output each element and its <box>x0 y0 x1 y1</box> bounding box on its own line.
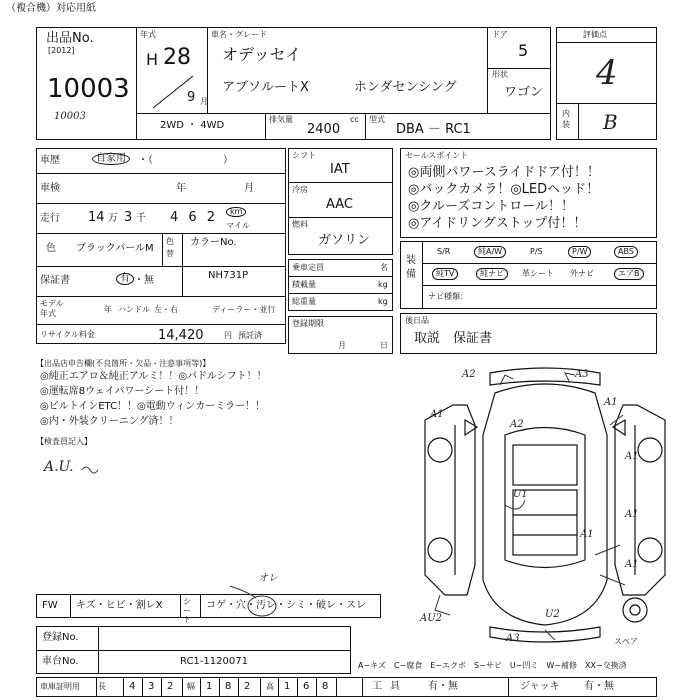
model-year-label: モデル年式 <box>40 299 64 318</box>
displacement-value: 2400 <box>307 122 341 137</box>
color-no-label: カラーNo. <box>190 237 237 248</box>
seat-codes: コゲ・穴・汚レ・シミ・破レ・スレ <box>206 600 366 611</box>
warranty-no: ・無 <box>134 275 154 286</box>
damage-label-front-right: A3 <box>575 369 589 380</box>
sales-point-4: ◎アイドリングストップ付！！ <box>408 216 587 231</box>
equip-ext-navi: 外ナビ <box>570 269 594 278</box>
month-unit: 月 <box>200 97 208 106</box>
damage-label-rear-gate: U2 <box>545 609 560 620</box>
shift-value: IAT <box>330 162 350 177</box>
damage-label-right-rear: A1 <box>625 559 639 570</box>
equip-alloy: 純A/W <box>474 246 506 258</box>
equip-leather: 革シート <box>522 269 554 278</box>
lot-number: 10003 <box>47 74 130 104</box>
history-suffix: ・（ ） <box>138 155 233 166</box>
length-digit-1: 4 <box>129 681 136 692</box>
fuel-label: 燃料 <box>292 220 308 229</box>
model-year-unit: 年 <box>104 305 112 314</box>
color-label: 色 <box>46 243 56 254</box>
equip-pw: P/W <box>568 246 591 258</box>
door-count: 5 <box>518 41 529 60</box>
tools-label: 工具 <box>372 681 408 692</box>
handle-value: 左・右 <box>154 305 178 314</box>
sales-point-2: ◎バックカメラ！◎LEDヘッド！ <box>408 182 600 197</box>
lot-label: 出品No. <box>46 31 94 46</box>
damage-label-rear-bumper: A3 <box>506 633 520 644</box>
car-damage-diagram <box>395 365 690 650</box>
year-value: 28 <box>163 45 191 70</box>
interior-score: B <box>603 110 618 134</box>
damage-label-hood: A2 <box>510 419 524 430</box>
door-label: ドア <box>492 30 508 39</box>
equip-sr: S/R <box>437 247 451 256</box>
seat-mark-circle <box>200 584 290 620</box>
inspection-label: 車検 <box>40 183 60 194</box>
length-label: 長 <box>98 682 106 691</box>
handle-label: ハンドル <box>118 305 150 314</box>
history-value: 自家用 <box>92 153 130 165</box>
sales-point-3: ◎クルーズコントロール！！ <box>408 199 575 214</box>
fuel-value: ガソリン <box>318 233 371 248</box>
inspection-year-unit: 年 <box>176 183 186 194</box>
reg-period-label: 登録期限 <box>292 319 324 328</box>
navi-type-label: ナビ種類： <box>428 292 468 301</box>
color-no-value: NH731P <box>208 270 249 281</box>
jack-label: ジャッキ <box>520 681 560 692</box>
reg-day-unit: 日 <box>380 341 388 350</box>
height-label: 高 <box>266 682 274 691</box>
recycle-unit: 円 <box>224 331 232 340</box>
notes-label: 【出品店申告欄(不良箇所・欠品・注意事項等)】 <box>36 359 211 368</box>
color-change-label: 色替 <box>166 237 174 258</box>
equip-ps: P/S <box>530 247 543 256</box>
inspection-month-unit: 月 <box>244 183 254 194</box>
mileage-unit-km: km <box>226 207 246 217</box>
note-3: ◎ビルトインETC！！◎電動ウィンカーミラー！！ <box>40 401 266 412</box>
damage-label-left-front: A1 <box>430 409 444 420</box>
mileage-unit-mile: マイル <box>226 221 250 230</box>
certificate-label: 車庫証明用 <box>40 682 80 691</box>
history-box <box>36 148 286 344</box>
damage-label-right-mirror: A1 <box>604 397 618 408</box>
model-label: 型式 <box>369 115 385 124</box>
equip-navi: 純ナビ <box>476 268 508 280</box>
mileage-10k: 14 <box>88 210 105 225</box>
damage-legend: A−キズ C−腐食 E−エクボ S−サビ U−凹ミ W−補修 XX−交換済 <box>358 661 627 670</box>
history-label: 車歴 <box>40 155 60 166</box>
equip-tv: 純TV <box>432 268 458 280</box>
registration-label: 登録No. <box>42 632 79 643</box>
seats-label: 乗車定員 <box>292 263 324 272</box>
ac-value: AAC <box>326 197 353 212</box>
sales-points-label: セールスポイント <box>405 151 469 160</box>
height-digit-3: 8 <box>322 681 329 692</box>
year-label: 年式 <box>140 30 156 39</box>
body-label: 形状 <box>492 70 508 79</box>
damage-label-front-left: A2 <box>462 369 476 380</box>
year-slash <box>145 72 205 110</box>
dealer-label: ディーラー・並行 <box>212 305 276 314</box>
width-digit-1: 1 <box>206 681 213 692</box>
inspector-squiggle <box>80 462 140 474</box>
mileage-unit-man: 万 <box>108 213 118 224</box>
load-label: 積載量 <box>292 280 316 289</box>
warranty-yes: 有 <box>116 273 134 285</box>
interior-label: 内装 <box>562 109 570 129</box>
damage-label-left-rear: AU2 <box>420 613 443 624</box>
weight-unit: kg <box>378 297 388 306</box>
inspector-label: 【検査員記入】 <box>36 437 92 446</box>
car-grade: アブソルートX <box>222 80 309 95</box>
lot-year-stamp: [2012] <box>48 46 75 55</box>
recycle-note: 預託済 <box>238 331 262 340</box>
note-2: ◎運転席8ウェイパワーシート付！！ <box>40 386 205 397</box>
chassis-label: 車台No. <box>42 656 79 667</box>
note-1: ◎純正エアロ＆純正アルミ！！◎パドルシフト！！ <box>40 371 267 382</box>
reg-month-unit: 月 <box>338 341 346 350</box>
equip-abs: ABS <box>614 246 638 258</box>
drive-type: 2WD ・ 4WD <box>160 120 225 131</box>
color-value: ブラックパールM <box>76 243 154 254</box>
mileage-unit-sen: 千 <box>136 213 146 224</box>
damage-label-roof: U1 <box>513 489 528 500</box>
damage-label-right-front-door: A1 <box>625 451 639 462</box>
rating-label: 評価点 <box>583 30 607 39</box>
damage-mark-note: オレ <box>258 573 278 584</box>
tools-value: 有・無 <box>428 681 458 692</box>
mileage-digits: 4 6 2 <box>170 210 219 225</box>
width-digit-3: 2 <box>244 681 251 692</box>
recycle-label: リサイクル料金 <box>40 330 95 339</box>
month-value: 9 <box>187 90 196 105</box>
seats-unit: 名 <box>380 263 388 272</box>
lot-hand-number: 10003 <box>54 111 86 122</box>
car-name: オデッセイ <box>222 45 302 64</box>
equipment-label: 装備 <box>406 255 416 280</box>
inspector-note: A.U. <box>44 459 74 475</box>
height-digit-2: 6 <box>303 681 310 692</box>
mileage-1k: 3 <box>124 210 133 225</box>
sales-point-1: ◎両側パワースライドドア付！！ <box>408 165 600 180</box>
weight-label: 総重量 <box>292 297 316 306</box>
seat-label: シート <box>183 597 191 624</box>
spare-label: スペア <box>614 637 638 646</box>
height-digit-1: 1 <box>284 681 291 692</box>
note-4: ◎内・外装クリーニング済！！ <box>40 416 179 427</box>
shift-label: シフト <box>292 151 316 160</box>
body-type: ワゴン <box>504 85 544 100</box>
jack-value: 有・無 <box>584 681 614 692</box>
fw-label: FW <box>42 600 58 611</box>
mileage-label: 走行 <box>40 213 60 224</box>
name-label: 車名・グレード <box>211 30 267 39</box>
damage-label-right-rear-door: A1 <box>625 509 639 520</box>
displacement-unit: cc <box>350 115 359 124</box>
car-grade-option: ホンダセンシング <box>354 80 457 95</box>
equip-airbag: エアB <box>614 268 644 280</box>
length-digit-3: 2 <box>167 681 174 692</box>
year-era: H <box>146 50 159 69</box>
load-unit: kg <box>378 280 388 289</box>
chassis-value: RC1-1120071 <box>180 656 248 667</box>
width-digit-2: 8 <box>225 681 232 692</box>
top-note: （複合機）対応用紙 <box>6 3 96 14</box>
warranty-label: 保証書 <box>40 275 70 286</box>
model-code: DBA － RC1 <box>396 122 471 137</box>
damage-label-right-side: A1 <box>580 529 594 540</box>
recycle-fee: 14,420 <box>158 328 204 343</box>
displacement-label: 排気量 <box>269 115 293 124</box>
rating-score: 4 <box>596 53 618 93</box>
ac-label: 冷房 <box>292 185 308 194</box>
width-label: 幅 <box>187 682 195 691</box>
length-digit-2: 3 <box>148 681 155 692</box>
extras-label: 後日品 <box>405 316 429 325</box>
fw-codes: キズ・ヒビ・割レX <box>76 600 163 611</box>
extras-value: 取説 保証書 <box>414 331 493 346</box>
